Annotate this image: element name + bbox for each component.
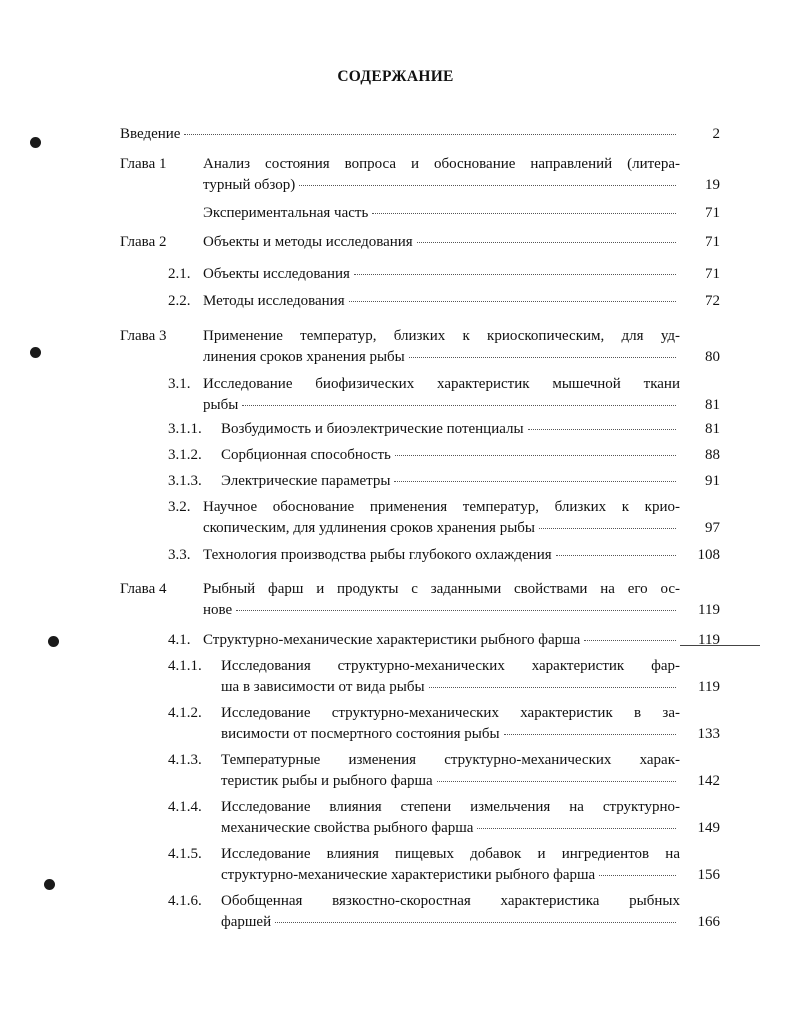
toc-entry-title bbox=[221, 703, 680, 745]
toc-title-line: Применение температур, близких к криоскопическим, для уд- bbox=[203, 328, 680, 344]
toc-entry-title bbox=[221, 419, 680, 440]
toc-entry bbox=[120, 203, 720, 228]
toc-entry-number: Глава 3 bbox=[120, 328, 167, 344]
toc-entry-title bbox=[120, 124, 680, 145]
toc-entry-title bbox=[203, 497, 680, 539]
toc-page-number: 71 bbox=[705, 266, 720, 282]
dot-leader bbox=[236, 610, 676, 611]
toc-title-line: теристик рыбы и рыбного фарша bbox=[221, 773, 433, 789]
toc-page-number: 142 bbox=[697, 773, 720, 789]
toc-entry-number: 4.1.5. bbox=[168, 846, 202, 862]
toc-entry-number: 3.1.2. bbox=[168, 447, 202, 463]
dot-leader bbox=[409, 357, 676, 358]
toc-title-line: скопическим, для удлинения сроков хранения рыбы bbox=[203, 520, 535, 536]
toc-entry-title bbox=[203, 291, 680, 312]
toc-entry-title bbox=[221, 656, 680, 698]
toc-page-number: 88 bbox=[705, 447, 720, 463]
toc-entry bbox=[120, 445, 720, 470]
pen-underline-mark bbox=[680, 645, 760, 646]
toc-title-line: турный обзор) bbox=[203, 177, 296, 193]
toc-entry bbox=[120, 656, 720, 702]
toc-entry-number: 4.1. bbox=[168, 632, 191, 648]
toc-page-number: 2 bbox=[712, 126, 720, 142]
toc-title-line: Исследование структурно-механических характеристик в за- bbox=[221, 705, 680, 721]
toc-entry-number: 3.2. bbox=[168, 499, 191, 515]
toc-title-line: нове bbox=[203, 602, 233, 618]
toc-title-line: Исследование влияния пищевых добавок и ингредиентов на bbox=[221, 846, 680, 862]
toc-page-number: 119 bbox=[698, 602, 720, 618]
dot-leader bbox=[584, 640, 676, 641]
toc-title-line: Объекты исследования bbox=[203, 266, 350, 282]
toc-entry bbox=[120, 797, 720, 843]
toc-page-number: 119 bbox=[698, 679, 720, 695]
toc-entry-title bbox=[221, 445, 680, 466]
toc-page-number: 80 bbox=[705, 349, 720, 365]
dot-leader bbox=[275, 922, 676, 923]
toc-page-number: 108 bbox=[697, 547, 720, 563]
toc-entry bbox=[120, 750, 720, 796]
dot-leader bbox=[184, 134, 676, 135]
toc-title-line: Сорбционная способность bbox=[221, 447, 391, 463]
toc-entry-title bbox=[203, 264, 680, 285]
toc-entry bbox=[120, 844, 720, 890]
dot-leader bbox=[242, 405, 676, 406]
toc-page-number: 166 bbox=[697, 914, 720, 930]
toc-title-line: линения сроков хранения рыбы bbox=[203, 349, 405, 365]
dot-leader bbox=[556, 555, 676, 556]
toc-entry bbox=[120, 232, 720, 257]
dot-leader bbox=[394, 481, 676, 482]
toc-entry-number: 4.1.2. bbox=[168, 705, 202, 721]
toc-title-line: Исследования структурно-механических характеристик фар- bbox=[221, 658, 680, 674]
toc-entry bbox=[120, 630, 720, 655]
toc-entry-title bbox=[203, 154, 680, 196]
toc-title-line: Исследование влияния степени измельчения на структурно- bbox=[221, 799, 680, 815]
toc-page-number: 81 bbox=[705, 397, 720, 413]
toc-page-number: 91 bbox=[705, 473, 720, 489]
dot-leader bbox=[599, 875, 676, 876]
toc-entry-title bbox=[221, 750, 680, 792]
toc-entry-title bbox=[203, 579, 680, 621]
toc-entry bbox=[120, 579, 720, 625]
toc-entry-title bbox=[221, 891, 680, 933]
toc-title-line: Рыбный фарш и продукты с заданными свойствами на его ос- bbox=[203, 581, 680, 597]
toc-page-number: 71 bbox=[705, 205, 720, 221]
toc-title-line: Анализ состояния вопроса и обоснование направлений (литера- bbox=[203, 156, 680, 172]
toc-entry-title bbox=[203, 232, 680, 253]
toc-entry-title bbox=[203, 374, 680, 416]
dot-leader bbox=[539, 528, 676, 529]
toc-entry bbox=[120, 471, 720, 496]
toc-title-line: Экспериментальная часть bbox=[203, 205, 369, 221]
punch-hole-mark bbox=[44, 879, 55, 890]
toc-entry-title bbox=[221, 471, 680, 492]
page-title: СОДЕРЖАНИЕ bbox=[337, 68, 454, 85]
toc-page-number: 119 bbox=[698, 632, 720, 648]
toc-title-line: рыбы bbox=[203, 397, 239, 413]
toc-page-number: 156 bbox=[697, 867, 720, 883]
toc-entry-title bbox=[221, 844, 680, 886]
toc-title-line: Исследование биофизических характеристик мышечной ткани bbox=[203, 376, 680, 392]
toc-title-line: Обобщенная вязкостно-скоростная характеристика рыбных bbox=[221, 893, 680, 909]
toc-entry-title bbox=[203, 630, 680, 651]
toc-entry-number: 4.1.3. bbox=[168, 752, 202, 768]
toc-entry-number: 4.1.6. bbox=[168, 893, 202, 909]
toc-entry-number: 2.2. bbox=[168, 293, 191, 309]
dot-leader bbox=[354, 274, 676, 275]
toc-page-number: 97 bbox=[705, 520, 720, 536]
toc-title-line: Электрические параметры bbox=[221, 473, 391, 489]
punch-hole-mark bbox=[30, 137, 41, 148]
toc-entry-number: 2.1. bbox=[168, 266, 191, 282]
toc-entry bbox=[120, 291, 720, 316]
toc-entry-title bbox=[203, 326, 680, 368]
toc-entry bbox=[120, 124, 720, 149]
toc-entry bbox=[120, 326, 720, 372]
dot-leader bbox=[349, 301, 676, 302]
toc-title-line: фаршей bbox=[221, 914, 272, 930]
toc-page-number: 72 bbox=[705, 293, 720, 309]
toc-entry-number: Глава 4 bbox=[120, 581, 167, 597]
toc-page-number: 133 bbox=[697, 726, 720, 742]
toc-page-number: 149 bbox=[697, 820, 720, 836]
toc-entry bbox=[120, 545, 720, 570]
toc-title-line: механические свойства рыбного фарша bbox=[221, 820, 474, 836]
toc-entry bbox=[120, 891, 720, 937]
toc-title-line: Методы исследования bbox=[203, 293, 345, 309]
toc-page-number: 71 bbox=[705, 234, 720, 250]
toc-entry-number: 3.1.3. bbox=[168, 473, 202, 489]
dot-leader bbox=[429, 687, 676, 688]
toc-entry-number: Глава 2 bbox=[120, 234, 167, 250]
dot-leader bbox=[437, 781, 676, 782]
toc-entry-number: 3.1. bbox=[168, 376, 191, 392]
toc-entry bbox=[120, 419, 720, 444]
dot-leader bbox=[477, 828, 676, 829]
punch-hole-mark bbox=[48, 636, 59, 647]
toc-title-line: Технология производства рыбы глубокого охлаждения bbox=[203, 547, 552, 563]
toc-title-line: ша в зависимости от вида рыбы bbox=[221, 679, 425, 695]
dot-leader bbox=[395, 455, 676, 456]
toc-entry bbox=[120, 374, 720, 420]
toc-entry-number: 3.1.1. bbox=[168, 421, 202, 437]
toc-entry-title bbox=[203, 545, 680, 566]
toc-title-line: висимости от посмертного состояния рыбы bbox=[221, 726, 500, 742]
dot-leader bbox=[299, 185, 676, 186]
toc-entry-number: 4.1.4. bbox=[168, 799, 202, 815]
toc-entry-title bbox=[221, 797, 680, 839]
toc-page-number: 19 bbox=[705, 177, 720, 193]
toc-entry-number: 3.3. bbox=[168, 547, 191, 563]
dot-leader bbox=[417, 242, 676, 243]
toc-title-line: структурно-механические характеристики рыбного фарша bbox=[221, 867, 596, 883]
toc-title-line: Объекты и методы исследования bbox=[203, 234, 413, 250]
toc-entry bbox=[120, 703, 720, 749]
punch-hole-mark bbox=[30, 347, 41, 358]
dot-leader bbox=[504, 734, 676, 735]
toc-entry bbox=[120, 154, 720, 200]
toc-title-line: Возбудимость и биоэлектрические потенциалы bbox=[221, 421, 524, 437]
toc-entry bbox=[120, 264, 720, 289]
toc-title-line: Введение bbox=[120, 126, 181, 142]
dot-leader bbox=[372, 213, 676, 214]
toc-entry-title bbox=[203, 203, 680, 224]
toc-entry-number: 4.1.1. bbox=[168, 658, 202, 674]
toc-entry bbox=[120, 497, 720, 543]
toc-title-line: Структурно-механические характеристики рыбного фарша bbox=[203, 632, 581, 648]
toc-page-number: 81 bbox=[705, 421, 720, 437]
dot-leader bbox=[528, 429, 676, 430]
toc-entry-number: Глава 1 bbox=[120, 156, 167, 172]
toc-title-line: Температурные изменения структурно-механических харак- bbox=[221, 752, 680, 768]
toc-title-line: Научное обоснование применения температур, близких к крио- bbox=[203, 499, 680, 515]
